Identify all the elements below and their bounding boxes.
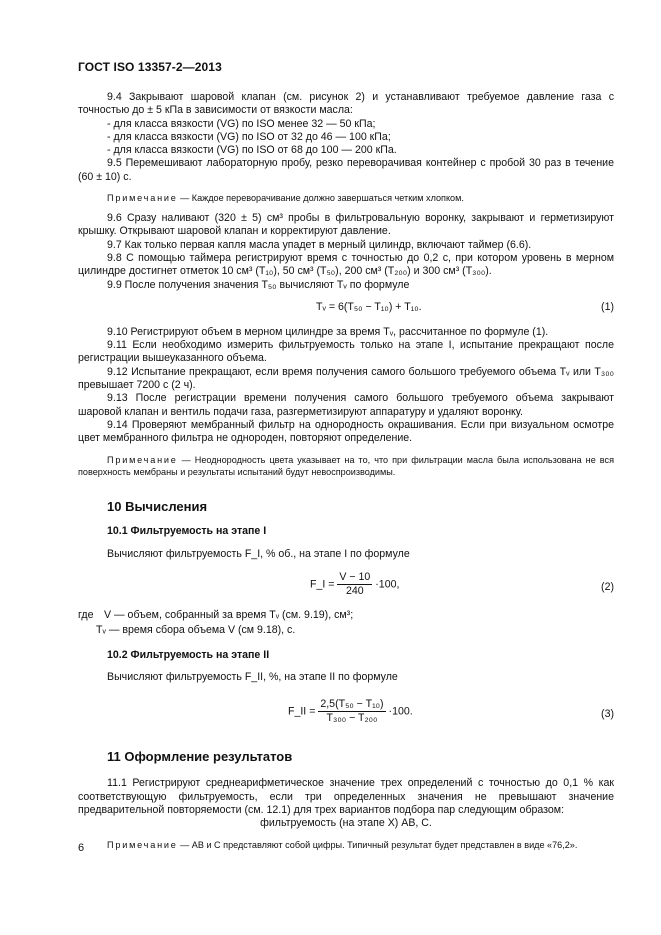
note-2 (78, 454, 614, 478)
paragraph-9-8: 9.8 С помощью таймера регистрируют время с точностью до 0,2 с, при котором уровень в мерном цилиндре достигнет отметок 10 см³ (T₁₀), 50 см³ (T₅₀), 200 см³ (T₂₀₀) и 300 см³ (T₃₀₀). (78, 251, 614, 278)
where-line-1 (78, 609, 614, 624)
paragraph-9-11: 9.11 Если необходимо измерить фильтруемость только на этапе I, испытание прекращают после регистрации вышеуказанного объема. (78, 339, 614, 365)
formula-2-lhs: F_I = (310, 578, 335, 591)
formula-1 (78, 296, 614, 320)
paragraph-9-7: 9.7 Как только первая капля масла упадет в мерный цилиндр, включают таймер (6.6). (107, 238, 532, 251)
section-heading-11: 11 Оформление результатов (107, 749, 293, 765)
formula-2-tail: ·100, (375, 578, 400, 591)
formula-3-numerator: 2,5(T₅₀ − T₁₀) (320, 698, 384, 711)
formula-2-number: (2) (601, 581, 614, 594)
paragraph-9-9: 9.9 После получения значения T₅₀ вычисляют Tᵥ по формуле (107, 278, 410, 291)
note-label: Примечание (107, 839, 178, 850)
paragraph-9-5: 9.5 Перемешивают лабораторную пробу, резко переворачивая контейнер с пробой 30 раз в течение (60 ± 10) с. (78, 157, 614, 183)
where-line-2 (78, 624, 614, 639)
paragraph-10-1: Вычисляют фильтруемость F_I, % об., на этапе I по формуле (107, 548, 410, 561)
paragraph-9-6: 9.6 Сразу наливают (320 ± 5) см³ пробы в фильтровальную воронку, закрывают и герметизируют крышку. Открывают шаровой клапан и корректируют давление. (78, 212, 614, 238)
paragraph-9-14: 9.14 Проверяют мембранный фильтр на однородность окрашивания. Если при визуальном осмотре цвет мембранного фильтра не однороден, повторяют определение. (78, 418, 614, 445)
formula-3 (78, 698, 614, 732)
section-heading-10: 10 Вычисления (107, 498, 208, 514)
note-3 (78, 839, 614, 851)
list-item: - для класса вязкости (VG) по ISO менее 32 — 50 кПа; (107, 117, 376, 130)
note-text: — AB и C представляют собой цифры. Типичный результат будет представлен в виде «76,2». (177, 839, 578, 850)
paragraph-11-1: 11.1 Регистрируют среднеарифметическое значение трех определений с точностью до 0,1 % как соответствующую фильтруемость, если три определенных значения не превышают значение предварительной повторяемости (см. 12.1) для трех вариантов подбора пар следующим образом: (78, 777, 614, 816)
list-item: - для класса вязкости (VG) по ISO от 68 до 100 — 200 кПа. (107, 144, 397, 157)
formula-2 (78, 571, 614, 605)
formula-3-number: (3) (601, 708, 614, 721)
formula-2-denominator: 240 (346, 585, 364, 598)
subsection-heading-10-1: 10.1 Фильтруемость на этапе I (107, 524, 267, 537)
note-text: — Неоднородность цвета указывает на то, что при фильтрации масла была использована не вся поверхность мембраны и результаты испытаний будут невоспроизводимы. (78, 454, 614, 477)
formula-3-fraction (318, 698, 385, 725)
where-definition-v: V — объем, собранный за время Tᵥ (см. 9.19), см³; (104, 609, 354, 622)
formula-2-numerator: V − 10 (339, 571, 371, 584)
page-header: ГОСТ ISO 13357-2—2013 (78, 60, 222, 74)
where-label: где (78, 609, 94, 622)
result-format-line: фильтруемость (на этапе X) AB, C. (260, 817, 432, 830)
paragraph-9-10: 9.10 Регистрируют объем в мерном цилиндре за время Tᵥ, рассчитанное по формуле (1). (107, 325, 549, 338)
note-text: — Каждое переворачивание должно завершаться четким хлопком. (177, 193, 464, 204)
note-label: Примечание (107, 193, 178, 204)
paragraph-9-13: 9.13 После регистрации времени получения самого большого требуемого объема закрывают шаровой клапан и вентиль подачи газа, разгерметизируют аппаратуру и удаляют воронку. (78, 392, 614, 418)
formula-1-expression: Tᵥ = 6(T₅₀ − T₁₀) + T₁₀. (316, 300, 422, 313)
subsection-heading-10-2: 10.2 Фильтруемость на этапе II (107, 649, 270, 662)
formula-1-number: (1) (601, 300, 614, 313)
formula-3-expression (288, 698, 413, 725)
formula-3-tail: ·100. (388, 705, 413, 718)
note-label: Примечание (107, 454, 178, 465)
paragraph-10-2: Вычисляют фильтруемость F_II, %, на этапе II по формуле (107, 670, 398, 683)
where-definition-tv: Tᵥ — время сбора объема V (см 9.18), с. (96, 624, 296, 637)
note-1 (78, 192, 614, 204)
formula-3-lhs: F_II = (288, 705, 316, 718)
page-number: 6 (78, 842, 85, 854)
paragraph-9-12: 9.12 Испытание прекращают, если время получения самого большого требуемого объема Tᵥ или T₃₀₀ превышает 7200 с (2 ч). (78, 365, 614, 392)
formula-3-denominator: T₃₀₀ − T₂₀₀ (326, 712, 378, 725)
list-item: - для класса вязкости (VG) по ISO от 32 до 46 — 100 кПа; (107, 130, 391, 143)
paragraph-9-4: 9.4 Закрывают шаровой клапан (см. рисунок 2) и устанавливают требуемое давление газа с точностью до ± 5 кПа в зависимости от вязкости масла: (78, 91, 614, 117)
formula-2-fraction (337, 571, 372, 598)
formula-2-expression (310, 571, 399, 598)
document-body (78, 91, 614, 851)
